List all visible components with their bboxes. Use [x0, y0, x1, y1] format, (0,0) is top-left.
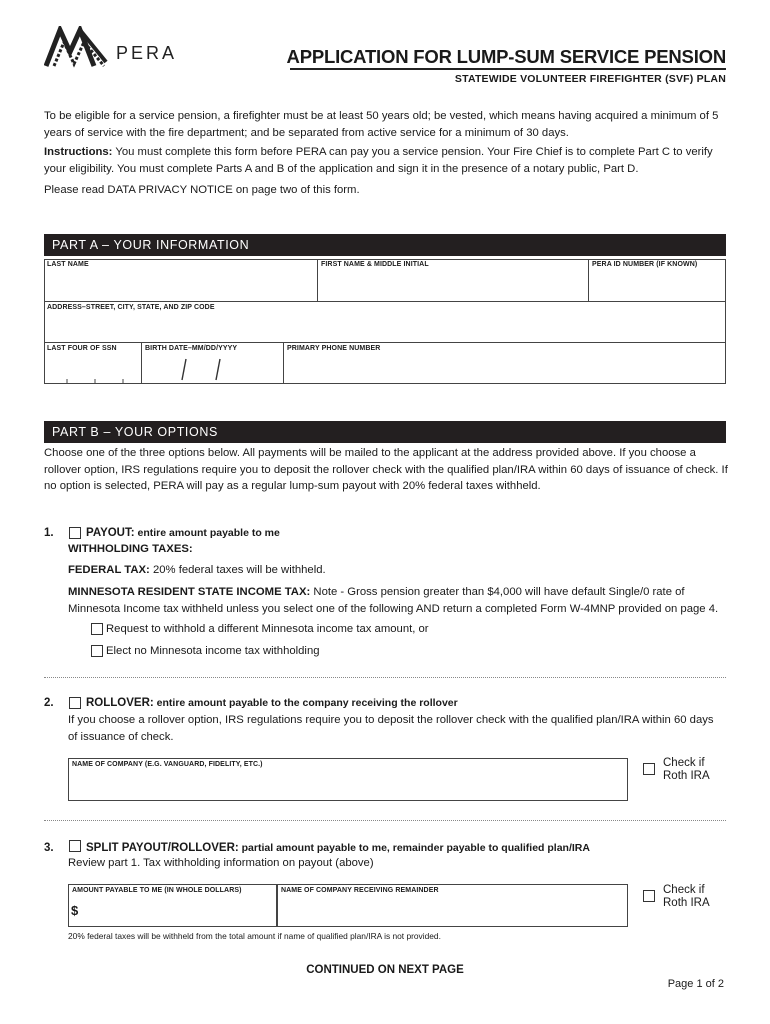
- phone-label: PRIMARY PHONE NUMBER: [287, 345, 381, 352]
- rollover-text: If you choose a rollover option, IRS regulations require you to deposit the rollover check with the qualified plan/IRA within 60 days of issuance of check.: [68, 714, 714, 743]
- split-roth-checkbox[interactable]: [643, 890, 655, 902]
- option-3-number: 3.: [44, 842, 54, 854]
- rollover-title: [86, 695, 458, 712]
- part-a-grid: [44, 259, 726, 384]
- federal-tax-text: [68, 562, 326, 579]
- no-mn-tax-checkbox[interactable]: [91, 645, 103, 657]
- federal-withholding-note: 20% federal taxes will be withheld from the total amount if name of qualified plan/IRA is not provided.: [68, 931, 441, 941]
- split-roth-line1: Check if: [663, 884, 705, 896]
- form-title: APPLICATION FOR LUMP-SUM SERVICE PENSION: [286, 46, 726, 67]
- address-label: ADDRESS–STREET, CITY, STATE, AND ZIP CODE: [47, 304, 215, 311]
- split-roth-line2: Roth IRA: [663, 897, 710, 909]
- page-number: Page 1 of 2: [667, 978, 724, 990]
- continued-notice: CONTINUED ON NEXT PAGE: [306, 964, 464, 976]
- title-divider: [290, 68, 726, 70]
- different-mn-tax-checkbox[interactable]: [91, 623, 103, 635]
- instructions-label: Instructions:: [44, 146, 113, 158]
- pera-mountain-icon: [44, 26, 112, 68]
- rollover-checkbox[interactable]: [69, 697, 81, 709]
- date-slashes: [172, 357, 232, 381]
- pera-id-field[interactable]: [588, 259, 726, 301]
- split-amount-field[interactable]: [68, 884, 277, 927]
- no-mn-tax-label: Elect no Minnesota income tax withholding: [106, 645, 320, 657]
- rollover-title-label: ROLLOVER:: [86, 697, 154, 709]
- pera-id-label: PERA ID NUMBER (IF KNOWN): [592, 261, 698, 268]
- part-b-header: PART B – YOUR OPTIONS: [44, 421, 726, 443]
- logo-text: PERA: [116, 43, 178, 63]
- split-checkbox[interactable]: [69, 840, 81, 852]
- instructions-text: [44, 144, 728, 177]
- ssn-field[interactable]: [44, 342, 141, 384]
- first-name-label: FIRST NAME & MIDDLE INITIAL: [321, 261, 429, 268]
- last-name-label: LAST NAME: [47, 261, 89, 268]
- rollover-roth-line1: Check if: [663, 757, 705, 769]
- payout-title: [86, 525, 280, 542]
- pera-logo: [44, 26, 178, 68]
- part-a-header: PART A – YOUR INFORMATION: [44, 234, 726, 256]
- birth-date-label: BIRTH DATE–MM/DD/YYYY: [145, 345, 238, 352]
- payout-checkbox[interactable]: [69, 527, 81, 539]
- payout-title-rest: entire amount payable to me: [134, 527, 280, 539]
- split-title-label: SPLIT PAYOUT/ROLLOVER:: [86, 842, 239, 854]
- section-divider: [44, 677, 726, 678]
- split-text: Review part 1. Tax withholding information on payout (above): [68, 857, 374, 869]
- form-header: [44, 26, 726, 88]
- form-subtitle: STATEWIDE VOLUNTEER FIREFIGHTER (SVF) PLAN: [454, 73, 726, 85]
- address-field[interactable]: [44, 301, 726, 342]
- part-b-intro: Choose one of the three options below. All payments will be mailed to the applicant at the address provided above. If you choose a rollover option, IRS regulations require you to deposit the rollover check with the qualified plan/IRA within 60 days of issuance of check. If no option is selected, PERA will pay as a regular lump-sum payout with 20% federal taxes withheld.: [44, 447, 728, 492]
- rollover-title-rest: entire amount payable to the company receiving the rollover: [153, 697, 458, 709]
- section-divider: [44, 820, 726, 821]
- mn-tax-body: Note - Gross pension greater than $4,000 will have default Single/0 rate of Minnesota Income tax withheld unless you select one of the following AND return a completed Form W-4MNP provided on page 4.: [68, 586, 719, 615]
- rollover-company-label: NAME OF COMPANY (E.G. VANGUARD, FIDELITY, ETC.): [72, 761, 263, 768]
- split-amount-label: AMOUNT PAYABLE TO ME (IN WHOLE DOLLARS): [72, 887, 242, 894]
- last-name-field[interactable]: [44, 259, 317, 301]
- withholding-taxes-heading: WITHHOLDING TAXES:: [68, 543, 193, 555]
- option-2-number: 2.: [44, 697, 54, 709]
- split-company-label: NAME OF COMPANY RECEIVING REMAINDER: [281, 887, 439, 894]
- option-1-number: 1.: [44, 527, 54, 539]
- payout-title-label: PAYOUT:: [86, 527, 135, 539]
- privacy-text: Please read DATA PRIVACY NOTICE on page two of this form.: [44, 184, 360, 196]
- federal-tax-body: 20% federal taxes will be withheld.: [149, 564, 326, 576]
- mn-tax-text: [68, 584, 726, 617]
- federal-tax-label: FEDERAL TAX:: [68, 564, 150, 576]
- dollar-sign: $: [71, 903, 79, 918]
- different-mn-tax-label: Request to withhold a different Minnesota income tax amount, or: [106, 623, 429, 635]
- eligibility-text: To be eligible for a service pension, a firefighter must be at least 50 years old; be vested, which means having acquired a minimum of 5 years of service with the fire department; and be separated from active service for a minimum of 30 days.: [44, 110, 719, 139]
- ssn-tick-marks: [66, 379, 126, 385]
- split-title-rest: partial amount payable to me, remainder payable to qualified plan/IRA: [238, 842, 590, 854]
- instructions-body: You must complete this form before PERA can pay you a service pension. Your Fire Chief is to complete Part C to verify your eligibility. You must complete Parts A and B of the application and sign it in the presence of a notary public, Part D.: [44, 146, 713, 175]
- rollover-roth-checkbox[interactable]: [643, 763, 655, 775]
- rollover-company-field[interactable]: [68, 758, 628, 801]
- phone-field[interactable]: [283, 342, 726, 384]
- ssn-label: LAST FOUR OF SSN: [47, 345, 117, 352]
- first-name-field[interactable]: [317, 259, 588, 301]
- rollover-roth-label: [663, 757, 710, 783]
- split-roth-label: [663, 884, 710, 910]
- mn-tax-label: MINNESOTA RESIDENT STATE INCOME TAX:: [68, 586, 311, 598]
- split-company-field[interactable]: [277, 884, 628, 927]
- rollover-roth-line2: Roth IRA: [663, 770, 710, 782]
- birth-date-field[interactable]: [141, 342, 283, 384]
